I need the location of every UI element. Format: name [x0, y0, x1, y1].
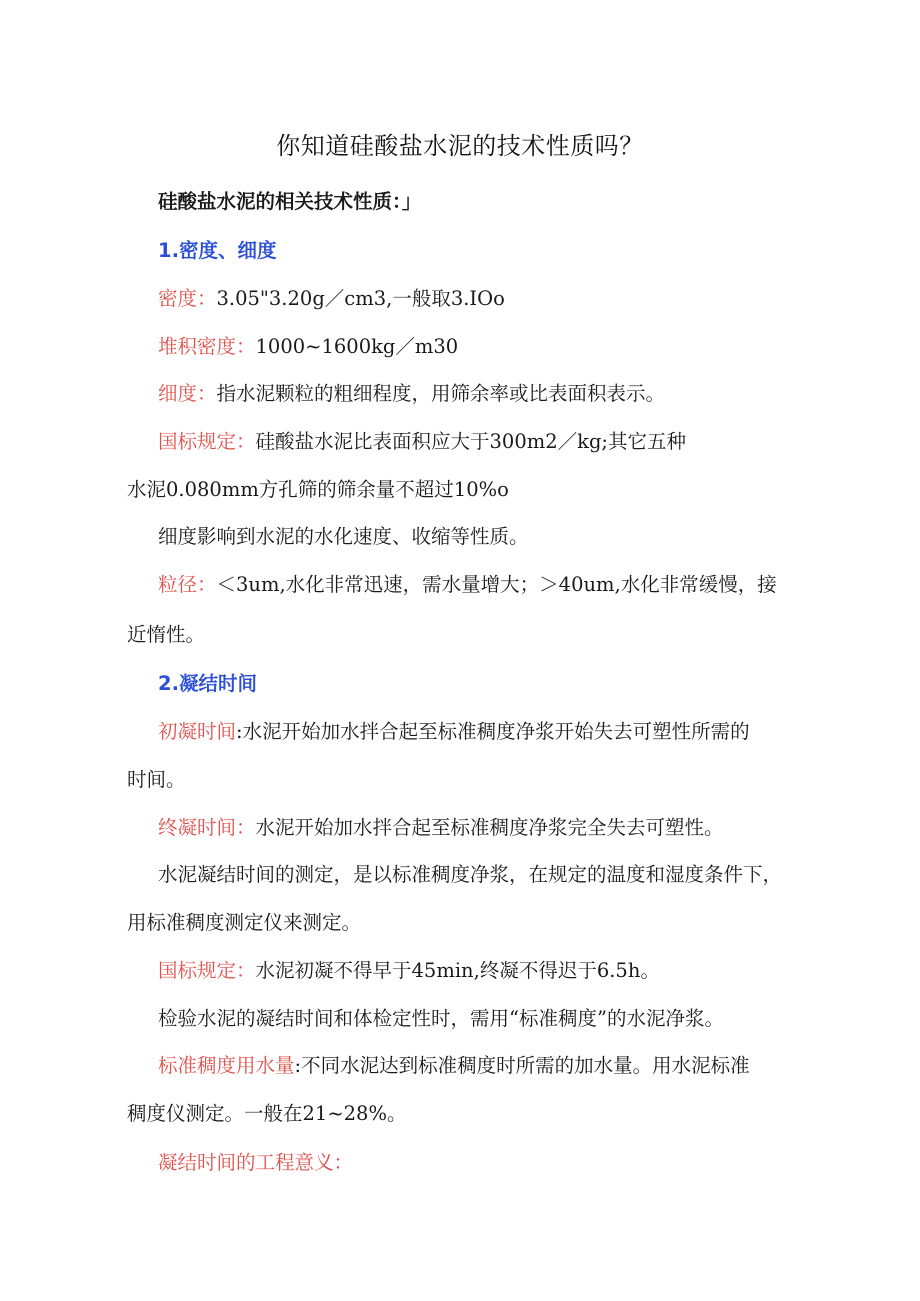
- final-setting-line: [158, 813, 724, 843]
- water-label: 标准稠度用水量: [158, 1054, 295, 1077]
- significance-label: 凝结时间的工程意义：: [158, 1151, 354, 1174]
- gb-fineness-line: [158, 427, 686, 457]
- final-setting-text: 水泥开始加水拌合起至标准稠度净浆完全失去可塑性。: [255, 816, 724, 839]
- particle-cont: 近惰性。: [127, 623, 206, 646]
- water-text: :不同水泥达到标准稠度时所需的加水量。用水泥标准: [294, 1054, 750, 1077]
- document-title: 你知道硅酸盐水泥的技术性质吗？: [276, 132, 644, 160]
- density-label: 密度：: [158, 287, 217, 310]
- initial-setting-line: [158, 717, 750, 747]
- bulk-density-line: [158, 332, 458, 362]
- measure-line: 水泥凝结时间的测定，是以标准稠度净浆，在规定的温度和湿度条件下，: [158, 863, 783, 886]
- fineness-line: [158, 379, 665, 409]
- bulk-density-text: 1000~1600kg／m30: [255, 335, 459, 358]
- gb-fineness-text: 硅酸盐水泥比表面积应大于300m2／kg;其它五种: [255, 430, 687, 453]
- gb-setting-label: 国标规定：: [158, 959, 256, 982]
- initial-setting-cont: 时间。: [127, 768, 186, 791]
- measure-cont: 用标准稠度测定仪来测定。: [127, 911, 362, 934]
- intro-heading: 硅酸盐水泥的相关技术性质：」: [158, 190, 422, 213]
- particle-line: [158, 570, 777, 600]
- gb-fineness-label: 国标规定：: [158, 430, 256, 453]
- fineness-influence-line: 细度影响到水泥的水化速度、收缩等性质。: [158, 525, 529, 548]
- gb-setting-text: 水泥初凝不得早于45min,终凝不得迟于6.5h。: [255, 959, 660, 982]
- gb-fineness-cont: 水泥0.080mm方孔筛的筛余量不超过10%o: [127, 478, 509, 501]
- bulk-density-label: 堆积密度：: [158, 335, 256, 358]
- particle-label: 粒径：: [158, 573, 217, 596]
- final-setting-label: 终凝时间：: [158, 816, 256, 839]
- fineness-label: 细度：: [158, 382, 217, 405]
- check-line: 检验水泥的凝结时间和体检定性时，需用“标准稠度”的水泥净浆。: [158, 1007, 724, 1030]
- section-1-heading: 1.密度、细度: [158, 239, 277, 262]
- particle-text: ＜3um,水化非常迅速，需水量增大；＞40um,水化非常缓慢，接: [216, 573, 777, 596]
- water-cont: 稠度仪测定。一般在21~28%。: [127, 1102, 407, 1125]
- section-2-heading: 2.凝结时间: [158, 672, 257, 695]
- initial-setting-text: :水泥开始加水拌合起至标准稠度净浆开始失去可塑性所需的: [236, 720, 750, 743]
- fineness-text: 指水泥颗粒的粗细程度，用筛余率或比表面积表示。: [216, 382, 666, 405]
- density-line: [158, 284, 505, 314]
- initial-setting-label: 初凝时间: [158, 720, 237, 743]
- density-text: 3.05"3.20g／cm3,一般取3.IOo: [216, 287, 505, 310]
- gb-setting-line: [158, 956, 660, 986]
- water-line: [158, 1051, 750, 1081]
